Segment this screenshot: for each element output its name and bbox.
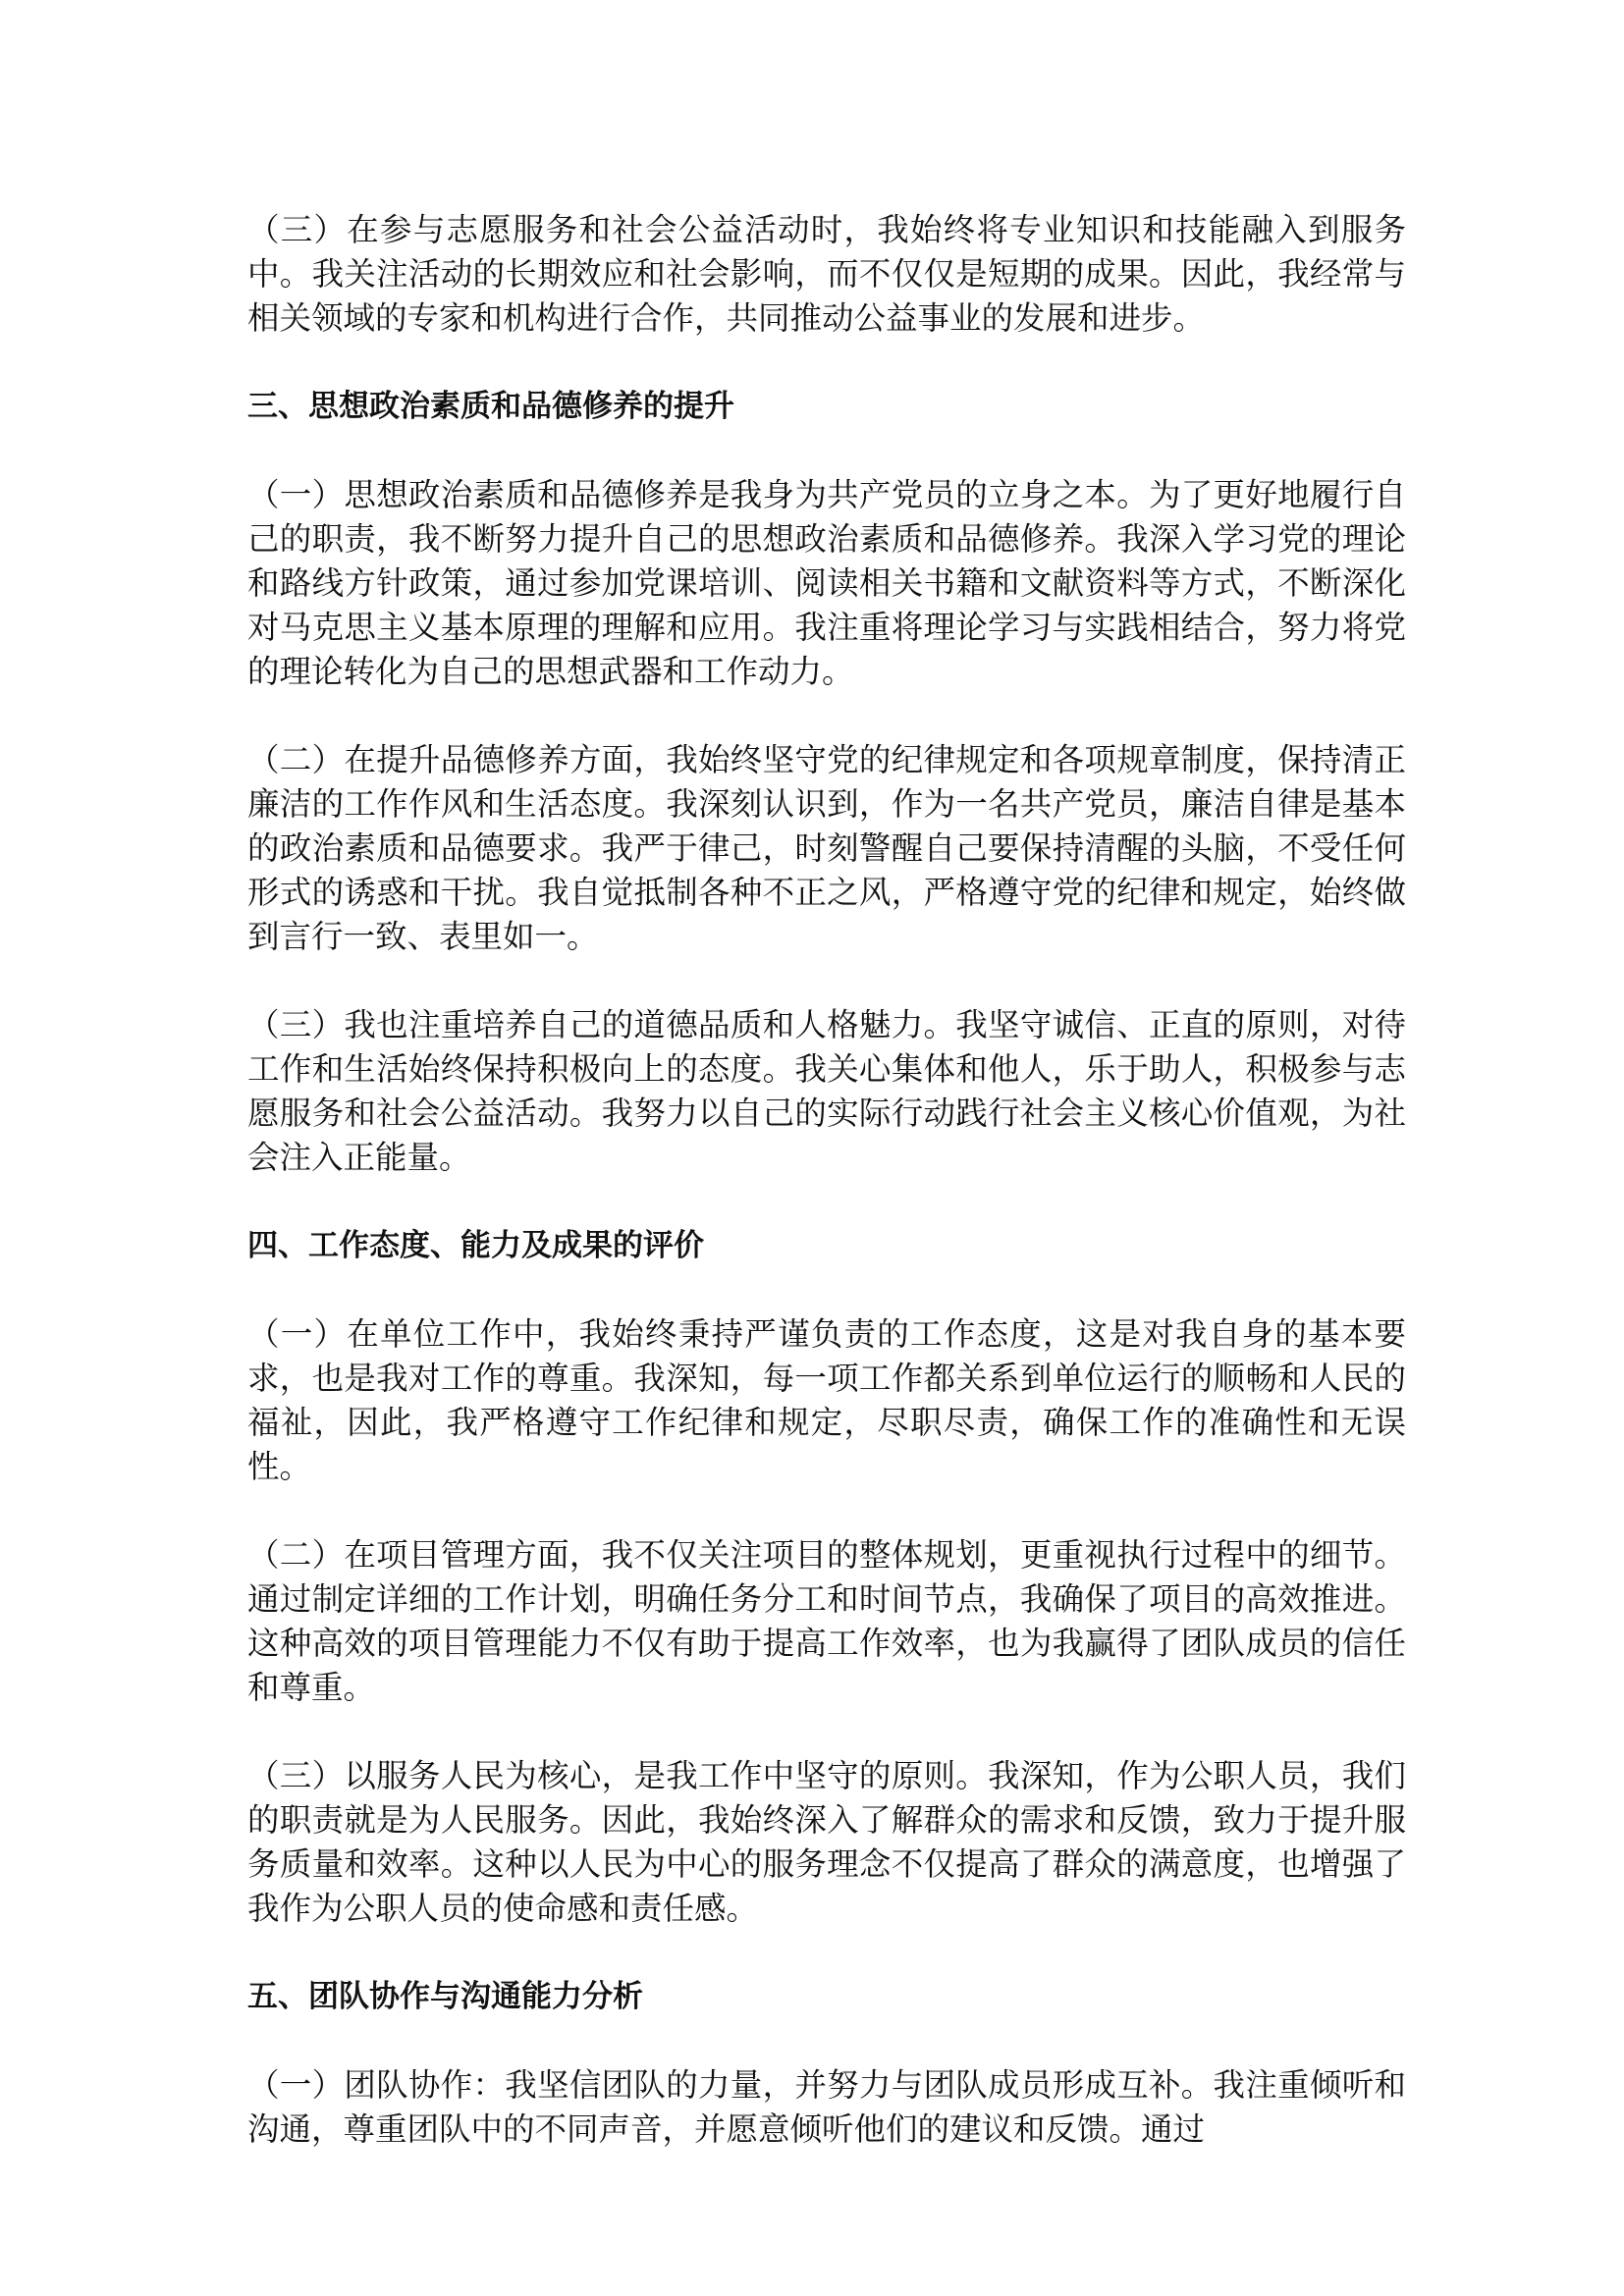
paragraph-politics-1: （一）思想政治素质和品德修养是我身为共产党员的立身之本。为了更好地履行自己的职责，我不断努力提升自己的思想政治素质和品德修养。我深入学习党的理论和路线方针政策，通过参加党课培训、阅读相关书籍和文献资料等方式，不断深化对马克思主义基本原理的理解和应用。我注重将理论学习与实践相结合，努力将党的理论转化为自己的思想武器和工作动力。 [247,476,1406,690]
paragraph-team-1: （一）团队协作：我坚信团队的力量，并努力与团队成员形成互补。我注重倾听和沟通，尊重团队中的不同声音，并愿意倾听他们的建议和反馈。通过 [247,2066,1406,2148]
paragraph-work-3: （三）以服务人民为核心，是我工作中坚守的原则。我深知，作为公职人员，我们的职责就是为人民服务。因此，我始终深入了解群众的需求和反馈，致力于提升服务质量和效率。这种以人民为中心的服务理念不仅提高了群众的满意度，也增强了我作为公职人员的使命感和责任感。 [247,1757,1406,1927]
section-heading-5: 五、团队协作与沟通能力分析 [247,1979,643,2014]
paragraph-politics-2: （二）在提升品德修养方面，我始终坚守党的纪律规定和各项规章制度，保持清正廉洁的工作作风和生活态度。我深刻认识到，作为一名共产党员，廉洁自律是基本的政治素质和品德要求。我严于律己，时刻警醒自己要保持清醒的头脑，不受任何形式的诱惑和干扰。我自觉抵制各种不正之风，严格遵守党的纪律和规定，始终做到言行一致、表里如一。 [247,741,1406,955]
section-heading-3: 三、思想政治素质和品德修养的提升 [247,389,734,424]
paragraph-politics-3: （三）我也注重培养自己的道德品质和人格魅力。我坚守诚信、正直的原则，对待工作和生活始终保持积极向上的态度。我关心集体和他人，乐于助人，积极参与志愿服务和社会公益活动。我努力以自己的实际行动践行社会主义核心价值观，为社会注入正能量。 [247,1006,1406,1176]
paragraph-work-1: （一）在单位工作中，我始终秉持严谨负责的工作态度，这是对我自身的基本要求，也是我对工作的尊重。我深知，每一项工作都关系到单位运行的顺畅和人民的福祉，因此，我严格遵守工作纪律和规定，尽职尽责，确保工作的准确性和无误性。 [247,1315,1406,1485]
section-heading-4: 四、工作态度、能力及成果的评价 [247,1228,704,1263]
paragraph-work-2: （二）在项目管理方面，我不仅关注项目的整体规划，更重视执行过程中的细节。通过制定详细的工作计划，明确任务分工和时间节点，我确保了项目的高效推进。这种高效的项目管理能力不仅有助于提高工作效率，也为我赢得了团队成员的信任和尊重。 [247,1536,1406,1706]
document-page [247,208,1406,2196]
paragraph-service-3: （三）在参与志愿服务和社会公益活动时，我始终将专业知识和技能融入到服务中。我关注活动的长期效应和社会影响，而不仅仅是短期的成果。因此，我经常与相关领域的专家和机构进行合作，共同推动公益事业的发展和进步。 [247,211,1406,337]
